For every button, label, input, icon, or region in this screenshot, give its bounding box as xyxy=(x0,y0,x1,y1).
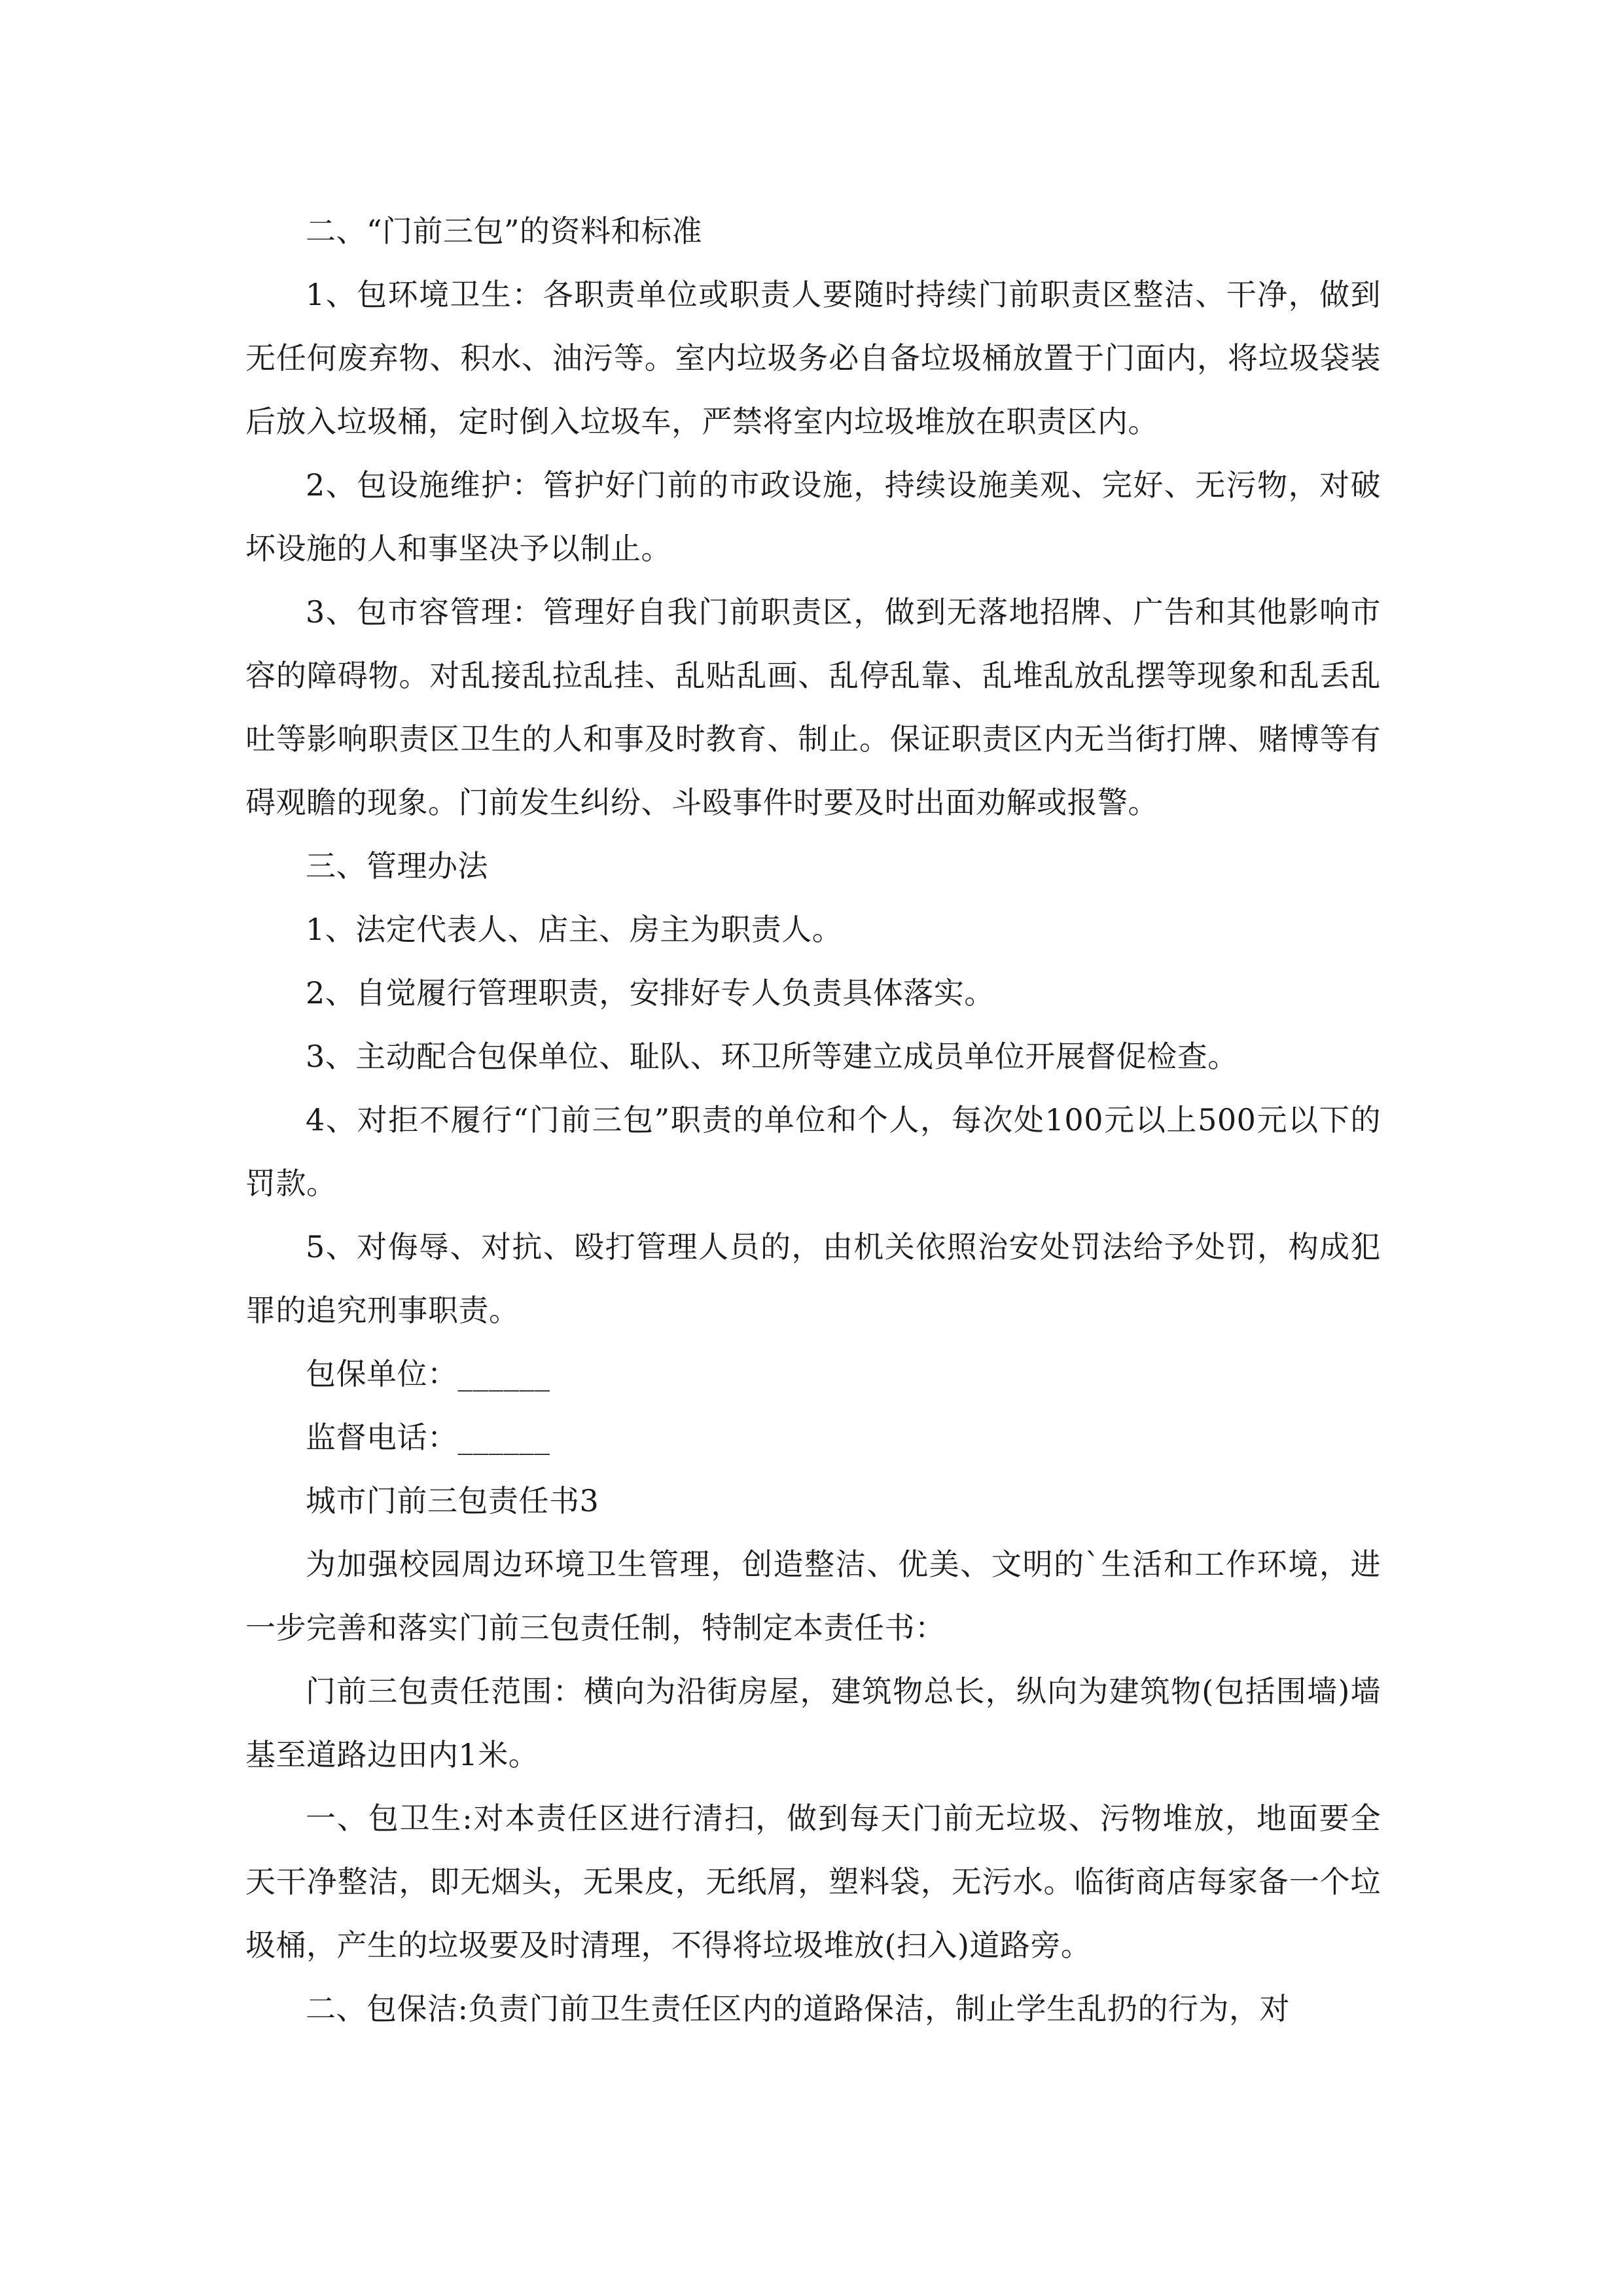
section-heading: 三、管理办法 xyxy=(306,848,488,884)
section-heading: 二、“门前三包”的资料和标准 xyxy=(306,213,703,249)
paragraph: 二、包保洁:负责门前卫生责任区内的道路保洁，制止学生乱扔的行为，对 xyxy=(306,1991,1290,2026)
paragraph: 3、包市容管理：管理好自我门前职责区，做到无落地招牌、广告和其他影响市容的障碍物。对乱接乱拉乱挂、乱贴乱画、乱停乱靠、乱堆乱放乱摆等现象和乱丢乱吐等影响职责区卫生的人和事及时教育、制止。保证职责区内无当街打牌、赌博等有碍观瞻的现象。门前发生纠纷、斗殴事件时要及时出面劝解或报警。 xyxy=(245,594,1381,820)
field-guarantor-unit xyxy=(245,1342,1381,1406)
paragraph: 为加强校园周边环境卫生管理，创造整洁、优美、文明的`生活和工作环境，进一步完善和落实门前三包责任制，特制定本责任书： xyxy=(245,1547,1381,1645)
paragraph: 3、主动配合包保单位、耻队、环卫所等建立成员单位开展督促检查。 xyxy=(306,1039,1238,1074)
field-label: 监督电话： xyxy=(306,1420,458,1455)
paragraph: 4、对拒不履行“门前三包”职责的单位和个人，每次处100元以上500元以下的罚款。 xyxy=(245,1102,1381,1201)
document-body xyxy=(245,200,1381,2041)
paragraph: 2、自觉履行管理职责，安排好专人负责具体落实。 xyxy=(306,975,995,1011)
paragraph: 1、法定代表人、店主、房主为职责人。 xyxy=(306,912,843,947)
paragraph: 一、包卫生:对本责任区进行清扫，做到每天门前无垃圾、污物堆放，地面要全天干净整洁，即无烟头，无果皮，无纸屑，塑料袋，无污水。临街商店每家备一个垃圾桶，产生的垃圾要及时清理，不得将垃圾堆放(扫入)道路旁。 xyxy=(245,1801,1381,1963)
paragraph: 1、包环境卫生：各职责单位或职责人要随时持续门前职责区整洁、干净，做到无任何废弃物、积水、油污等。室内垃圾务必自备垃圾桶放置于门面内，将垃圾袋装后放入垃圾桶，定时倒入垃圾车，严禁将室内垃圾堆放在职责区内。 xyxy=(245,277,1381,439)
field-supervision-phone xyxy=(245,1406,1381,1469)
document-title: 城市门前三包责任书3 xyxy=(306,1483,599,1518)
paragraph: 5、对侮辱、对抗、殴打管理人员的，由机关依照治安处罚法给予处罚，构成犯罪的追究刑事职责。 xyxy=(245,1229,1381,1328)
paragraph: 2、包设施维护：管护好门前的市政设施，持续设施美观、完好、无污物，对破坏设施的人和事坚决予以制止。 xyxy=(245,467,1381,566)
field-blank: ______ xyxy=(457,1420,550,1455)
field-blank: ______ xyxy=(457,1356,550,1391)
paragraph: 门前三包责任范围：横向为沿街房屋，建筑物总长，纵向为建筑物(包括围墙)墙基至道路边田内1米。 xyxy=(245,1674,1381,1772)
field-label: 包保单位： xyxy=(306,1356,458,1391)
